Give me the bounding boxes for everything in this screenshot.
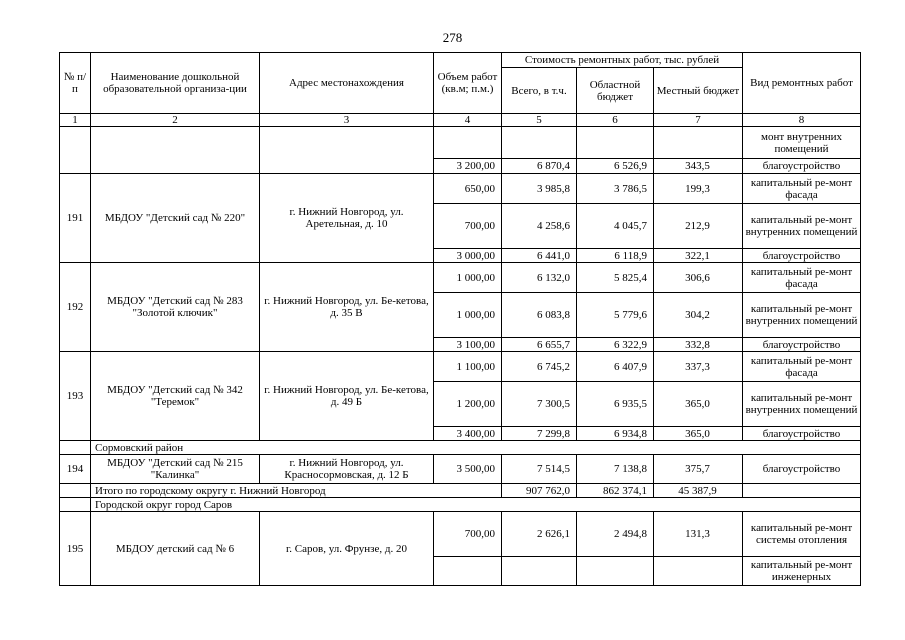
cell-type: благоустройство <box>743 338 861 352</box>
cell-volume <box>434 557 502 586</box>
table-row <box>60 127 861 159</box>
cell-type: капитальный ре-монт внутренних помещений <box>743 204 861 249</box>
cell-total: 2 626,1 <box>502 512 577 557</box>
cell-total: 7 300,5 <box>502 382 577 427</box>
cell-volume: 1 100,00 <box>434 352 502 382</box>
cell-address: г. Нижний Новгород, ул. Красносормовская, д. 12 Б <box>260 455 434 484</box>
header-regional: Областной бюджет <box>577 68 654 114</box>
cell-total: 7 299,8 <box>502 427 577 441</box>
cell-total: 3 985,8 <box>502 174 577 204</box>
cell-name: МБДОУ "Детский сад № 283 "Золотой ключик" <box>91 263 260 352</box>
section-row <box>60 498 861 512</box>
cell-type: благоустройство <box>743 249 861 263</box>
col-number: 5 <box>502 114 577 127</box>
cell-num <box>60 484 91 498</box>
table-row <box>60 174 861 204</box>
total-row <box>60 484 861 498</box>
cell-local: 199,3 <box>654 174 743 204</box>
cell-address <box>260 127 434 174</box>
cell-regional: 7 138,8 <box>577 455 654 484</box>
cell-local <box>654 127 743 159</box>
cell-local: 343,5 <box>654 159 743 174</box>
col-number: 2 <box>91 114 260 127</box>
header-local: Местный бюджет <box>654 68 743 114</box>
cell-name: МБДОУ "Детский сад № 342 "Теремок" <box>91 352 260 441</box>
cell-volume: 700,00 <box>434 512 502 557</box>
cell-volume: 3 100,00 <box>434 338 502 352</box>
cell-total: 4 258,6 <box>502 204 577 249</box>
cell-type: благоустройство <box>743 455 861 484</box>
cell-regional: 6 322,9 <box>577 338 654 352</box>
cell-num: 192 <box>60 263 91 352</box>
cell-total: 6 870,4 <box>502 159 577 174</box>
cell-local <box>654 557 743 586</box>
cell-total: 6 745,2 <box>502 352 577 382</box>
cell-num: 191 <box>60 174 91 263</box>
cell-volume <box>434 127 502 159</box>
cell-type <box>743 484 861 498</box>
cell-volume: 1 200,00 <box>434 382 502 427</box>
cell-local: 304,2 <box>654 293 743 338</box>
header-total: Всего, в т.ч. <box>502 68 577 114</box>
cell-regional: 2 494,8 <box>577 512 654 557</box>
cell-regional: 6 407,9 <box>577 352 654 382</box>
cell-num <box>60 498 91 512</box>
col-number: 7 <box>654 114 743 127</box>
header-cost-group: Стоимость ремонтных работ, тыс. рублей <box>502 53 743 68</box>
cell-regional: 6 934,8 <box>577 427 654 441</box>
header-address: Адрес местонахождения <box>260 53 434 114</box>
cell-regional <box>577 127 654 159</box>
cell-local: 365,0 <box>654 382 743 427</box>
cell-total: 6 655,7 <box>502 338 577 352</box>
cell-local: 337,3 <box>654 352 743 382</box>
cell-type: монт внутренних помещений <box>743 127 861 159</box>
cell-local: 365,0 <box>654 427 743 441</box>
page-number: 278 <box>442 30 463 45</box>
cell-name: МБДОУ "Детский сад № 215 "Калинка" <box>91 455 260 484</box>
cell-regional: 3 786,5 <box>577 174 654 204</box>
header-row <box>60 53 861 68</box>
repair-works-table <box>59 52 861 586</box>
section-row <box>60 441 861 455</box>
col-number: 4 <box>434 114 502 127</box>
cell-total <box>502 127 577 159</box>
cell-volume: 1 000,00 <box>434 293 502 338</box>
cell-regional: 5 825,4 <box>577 263 654 293</box>
column-number-row <box>60 114 861 127</box>
cell-total: 6 441,0 <box>502 249 577 263</box>
cell-total: 7 514,5 <box>502 455 577 484</box>
col-number: 1 <box>60 114 91 127</box>
cell-address: г. Саров, ул. Фрунзе, д. 20 <box>260 512 434 586</box>
table-row <box>60 263 861 293</box>
col-number: 3 <box>260 114 434 127</box>
cell-volume: 3 400,00 <box>434 427 502 441</box>
header-volume: Объем работ (кв.м; п.м.) <box>434 53 502 114</box>
cell-regional: 4 045,7 <box>577 204 654 249</box>
cell-regional: 6 526,9 <box>577 159 654 174</box>
cell-total: 6 132,0 <box>502 263 577 293</box>
cell-num: 195 <box>60 512 91 586</box>
cell-num: 194 <box>60 455 91 484</box>
cell-name: МБДОУ детский сад № 6 <box>91 512 260 586</box>
cell-local: 212,9 <box>654 204 743 249</box>
cell-volume: 3 500,00 <box>434 455 502 484</box>
cell-regional <box>577 557 654 586</box>
cell-total: 907 762,0 <box>502 484 577 498</box>
cell-total: 6 083,8 <box>502 293 577 338</box>
header-num: № п/п <box>60 53 91 114</box>
cell-local: 131,3 <box>654 512 743 557</box>
col-number: 8 <box>743 114 861 127</box>
cell-type: благоустройство <box>743 427 861 441</box>
cell-volume: 650,00 <box>434 174 502 204</box>
cell-type: капитальный ре-монт инженерных <box>743 557 861 586</box>
header-name: Наименование дошкольной образовательной организа-ции <box>91 53 260 114</box>
cell-type: капитальный ре-монт фасада <box>743 352 861 382</box>
cell-regional: 5 779,6 <box>577 293 654 338</box>
cell-type: капитальный ре-монт внутренних помещений <box>743 293 861 338</box>
cell-type: капитальный ре-монт фасада <box>743 174 861 204</box>
cell-total <box>502 557 577 586</box>
cell-regional: 6 118,9 <box>577 249 654 263</box>
col-number: 6 <box>577 114 654 127</box>
cell-type: капитальный ре-монт внутренних помещений <box>743 382 861 427</box>
total-label: Итого по городскому округу г. Нижний Новгород <box>91 484 502 498</box>
cell-volume: 3 000,00 <box>434 249 502 263</box>
section-title: Сормовский район <box>91 441 861 455</box>
cell-regional: 862 374,1 <box>577 484 654 498</box>
section-title: Городской округ город Саров <box>91 498 861 512</box>
cell-volume: 1 000,00 <box>434 263 502 293</box>
cell-type: благоустройство <box>743 159 861 174</box>
cell-address: г. Нижний Новгород, ул. Бе-кетова, д. 35 В <box>260 263 434 352</box>
cell-address: г. Нижний Новгород, ул. Бе-кетова, д. 49 Б <box>260 352 434 441</box>
cell-type: капитальный ре-монт фасада <box>743 263 861 293</box>
cell-volume: 700,00 <box>434 204 502 249</box>
cell-name: МБДОУ "Детский сад № 220" <box>91 174 260 263</box>
table-row <box>60 352 861 382</box>
cell-name <box>91 127 260 174</box>
table-row <box>60 455 861 484</box>
cell-address: г. Нижний Новгород, ул. Аретельная, д. 10 <box>260 174 434 263</box>
cell-local: 306,6 <box>654 263 743 293</box>
table-row <box>60 512 861 557</box>
cell-local: 332,8 <box>654 338 743 352</box>
cell-num <box>60 441 91 455</box>
cell-num: 193 <box>60 352 91 441</box>
cell-type: капитальный ре-монт системы отопления <box>743 512 861 557</box>
header-type: Вид ремонтных работ <box>743 53 861 114</box>
cell-local: 375,7 <box>654 455 743 484</box>
cell-num <box>60 127 91 174</box>
cell-volume: 3 200,00 <box>434 159 502 174</box>
cell-regional: 6 935,5 <box>577 382 654 427</box>
cell-local: 45 387,9 <box>654 484 743 498</box>
cell-local: 322,1 <box>654 249 743 263</box>
